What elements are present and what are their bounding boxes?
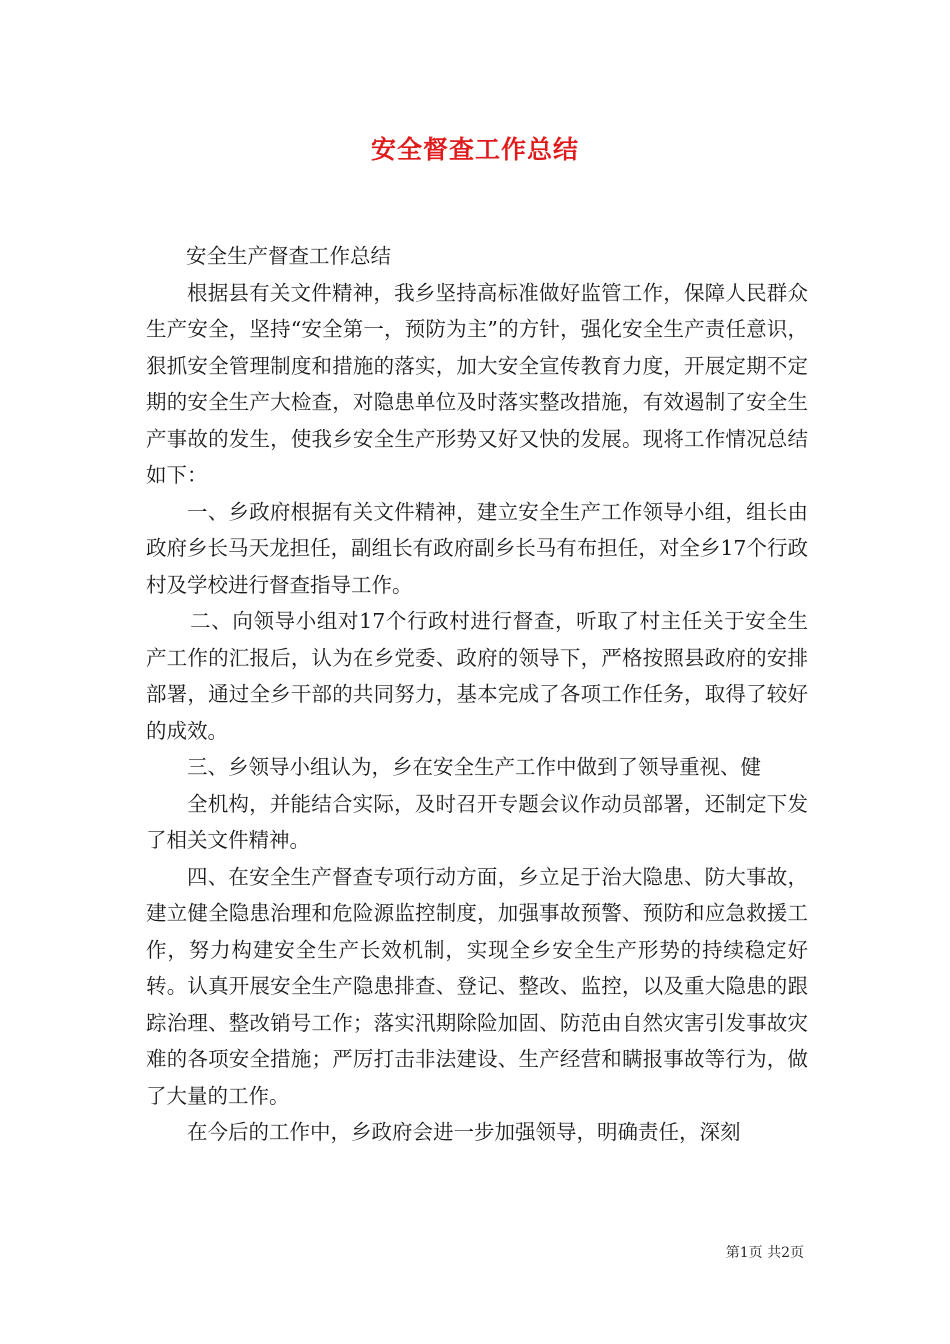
closing-paragraph: 在今后的工作中，乡政府会进一步加强领导，明确责任，深刻: [187, 1120, 741, 1144]
section-three-continuation: 全机构，并能结合实际，及时召开专题会议作动员部署，还制定下发了相关文件精神。: [146, 791, 808, 852]
section-two-paragraph: 二、向领导小组对17个行政村进行督查，听取了村主任关于安全生产工作的汇报后，认为在乡党委、政府的领导下，严格按照县政府的安排部署，通过全乡干部的共同努力，基本完成了各项工作任务，取得了较好的成效。: [146, 609, 808, 743]
section-three-paragraph: 三、乡领导小组认为，乡在安全生产工作中做到了领导重视、健: [187, 755, 761, 779]
section-one-paragraph: 一、乡政府根据有关文件精神，建立安全生产工作领导小组，组长由政府乡长马天龙担任，副组长有政府副乡长马有布担任，对全乡17个行政村及学校进行督查指导工作。: [146, 499, 808, 597]
section-four-paragraph: 四、在安全生产督查专项行动方面，乡立足于治大隐患、防大事故，建立健全隐患治理和危险源监控制度，加强事故预警、预防和应急救援工作，努力构建安全生产长效机制，实现全乡安全生产形势的持续稳定好转。认真开展安全生产隐患排查、登记、整改、监控，以及重大隐患的跟踪治理、整改销号工作；落实汛期除险加固、防范由自然灾害引发事故灾难的各项安全措施；严厉打击非法建设、生产经营和瞒报事故等行为，做了大量的工作。: [146, 864, 808, 1108]
page-title: 安全督查工作总结: [370, 135, 579, 164]
document-body: [146, 238, 808, 1151]
intro-paragraph: 根据县有关文件精神，我乡坚持高标准做好监管工作，保障人民群众生产安全，坚持“安全第一，预防为主”的方针，强化安全生产责任意识，狠抓安全管理制度和措施的落实，加大安全宣传教育力度，开展定期不定期的安全生产大检查，对隐患单位及时落实整改措施，有效遏制了安全生产事故的发生，使我乡安全生产形势又好又快的发展。现将工作情况总结如下：: [146, 280, 808, 487]
page-number-footer: 第1页 共2页: [725, 1245, 804, 1261]
document-subtitle: 安全生产督查工作总结: [185, 244, 391, 268]
